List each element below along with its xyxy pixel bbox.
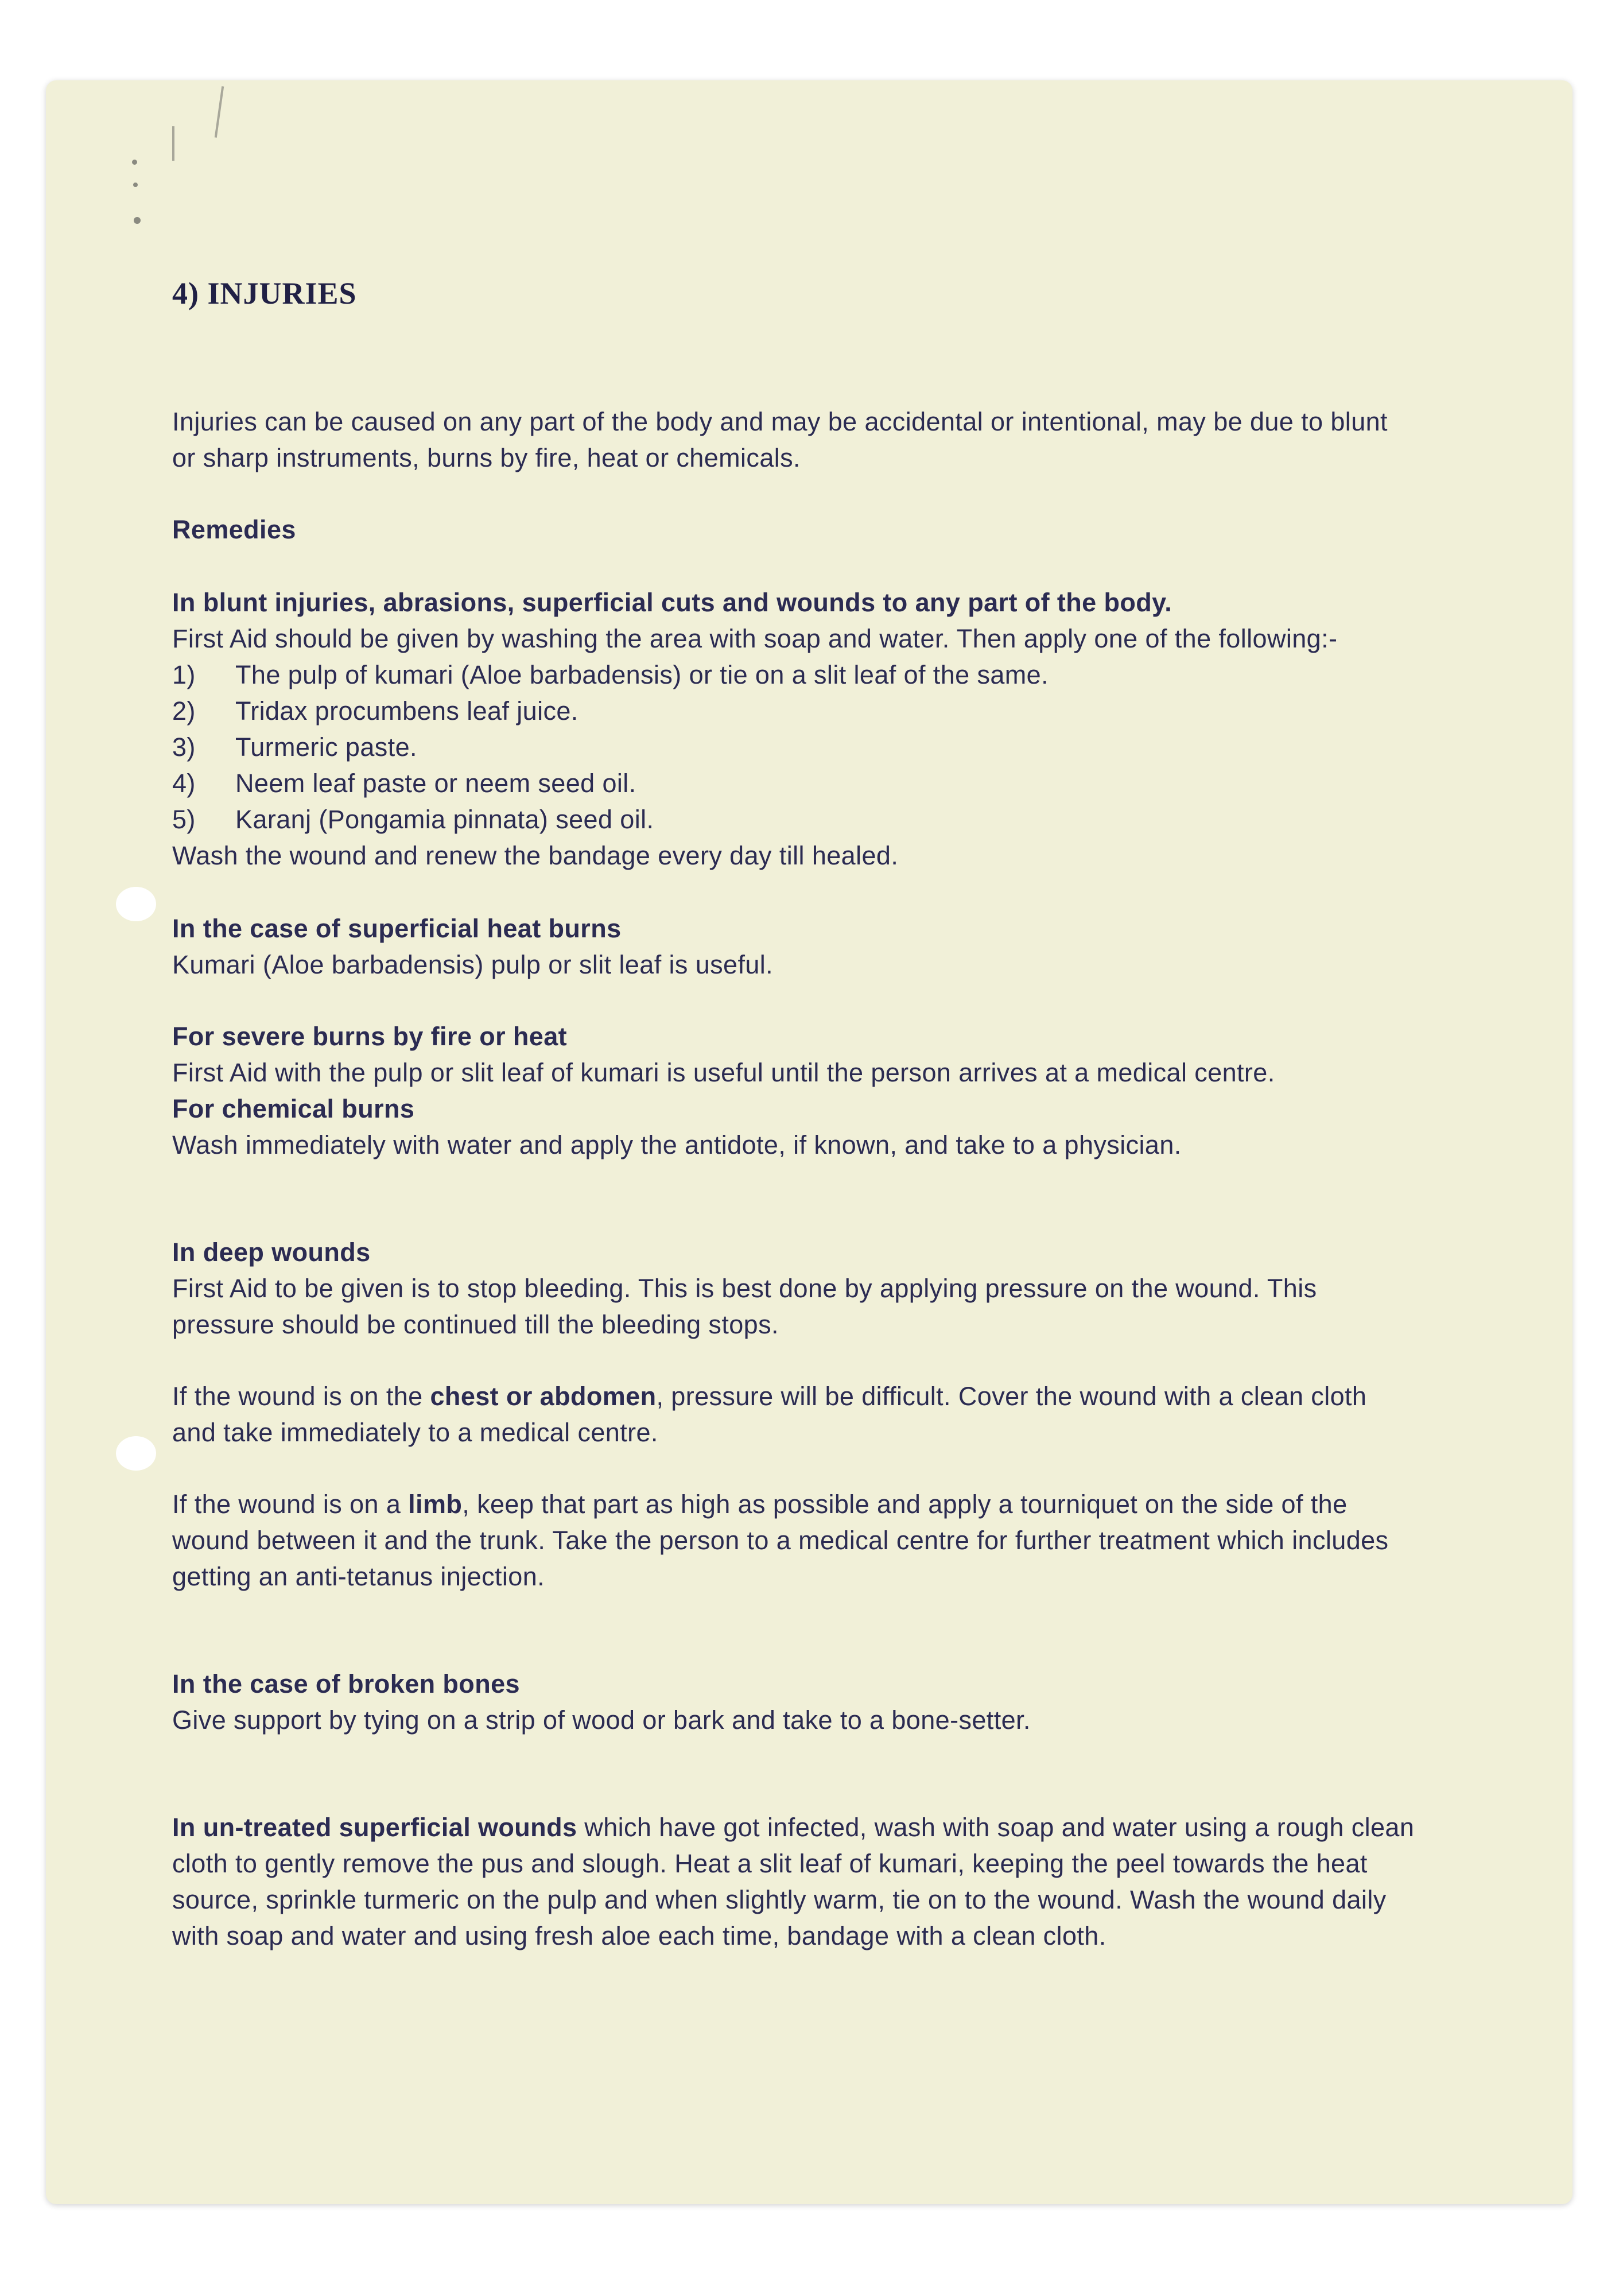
heat-burns-text: Kumari (Aloe barbadensis) pulp or slit leaf is useful. <box>172 950 774 979</box>
paper-speck <box>132 160 137 165</box>
list-item <box>172 729 1418 765</box>
broken-bones-text: Give support by tying on a strip of wood or bark and take to a bone-setter. <box>172 1705 1031 1735</box>
list-item <box>172 657 1418 693</box>
punch-hole <box>116 887 156 921</box>
untreated-wounds-paragraph <box>172 1809 1418 1954</box>
severe-burns-heading: For severe burns by fire or heat <box>172 1022 568 1051</box>
blunt-injuries-footer: Wash the wound and renew the bandage every day till healed. <box>172 841 899 870</box>
list-number: 4) <box>172 769 196 798</box>
paper-mark <box>215 86 224 138</box>
heat-burns-heading: In the case of superficial heat burns <box>172 914 622 943</box>
chemical-burns-heading: For chemical burns <box>172 1094 415 1123</box>
list-number: 2) <box>172 696 196 726</box>
chest-wound-text: , pressure will be difficult. Cover the wound with a clean cloth and take immediately to a medical centre. <box>172 1382 1367 1447</box>
list-text: Turmeric paste. <box>235 732 417 762</box>
punch-hole <box>116 1436 156 1471</box>
broken-bones-heading: In the case of broken bones <box>172 1669 520 1698</box>
blunt-injuries-text: First Aid should be given by washing the area with soap and water. Then apply one of the following:- <box>172 624 1338 653</box>
list-item <box>172 765 1418 801</box>
list-item <box>172 801 1418 837</box>
list-text: Neem leaf paste or neem seed oil. <box>235 769 636 798</box>
intro-paragraph: Injuries can be caused on any part of the body and may be accidental or intentional, may be due to blunt or sharp instruments, burns by fire, heat or chemicals. <box>172 407 1388 472</box>
remedy-list <box>172 657 1418 837</box>
list-number: 1) <box>172 660 196 689</box>
untreated-wounds-heading: In un-treated superficial wounds <box>172 1813 577 1842</box>
document-body <box>172 276 1418 1954</box>
limb-wound-paragraph <box>172 1486 1418 1595</box>
paper-speck <box>133 183 138 187</box>
untreated-wounds-text: which have got infected, wash with soap and water using a rough clean cloth to gently remove the pus and slough. Heat a slit leaf of kumari, keeping the peel towards the heat source, sprinkle turmeric on the pulp and when slightly warm, tie on to the wound. Wash the wound daily with soap and water and using fresh aloe each time, bandage with a clean cloth. <box>172 1813 1415 1950</box>
list-text: Karanj (Pongamia pinnata) seed oil. <box>235 805 654 834</box>
paper-speck <box>134 217 141 224</box>
list-item <box>172 693 1418 729</box>
deep-wounds-heading: In deep wounds <box>172 1238 371 1267</box>
remedies-heading: Remedies <box>172 515 296 544</box>
limb-wound-emphasis: limb <box>408 1490 463 1519</box>
blunt-injuries-heading: In blunt injuries, abrasions, superficial cuts and wounds to any part of the body. <box>172 588 1172 617</box>
page-title: 4) INJURIES <box>172 276 357 311</box>
chemical-burns-text: Wash immediately with water and apply the antidote, if known, and take to a physician. <box>172 1130 1182 1159</box>
paper-mark <box>172 126 174 161</box>
chest-wound-emphasis: chest or abdomen <box>430 1382 657 1411</box>
list-text: The pulp of kumari (Aloe barbadensis) or tie on a slit leaf of the same. <box>235 660 1049 689</box>
document-page <box>46 80 1572 2204</box>
list-number: 5) <box>172 805 196 834</box>
limb-wound-text: , keep that part as high as possible and apply a tourniquet on the side of the wound between it and the trunk. Take the person to a medical centre for further treatment which includes getting an anti-tetanus injection. <box>172 1490 1389 1591</box>
deep-wounds-text: First Aid to be given is to stop bleeding. This is best done by applying pressure on the wound. This pressure should be continued till the bleeding stops. <box>172 1274 1317 1339</box>
list-text: Tridax procumbens leaf juice. <box>235 696 578 726</box>
severe-burns-text: First Aid with the pulp or slit leaf of kumari is useful until the person arrives at a medical centre. <box>172 1058 1275 1087</box>
list-number: 3) <box>172 732 196 762</box>
limb-wound-text: If the wound is on a <box>172 1490 409 1519</box>
chest-wound-paragraph <box>172 1378 1418 1450</box>
chest-wound-text: If the wound is on the <box>172 1382 430 1411</box>
